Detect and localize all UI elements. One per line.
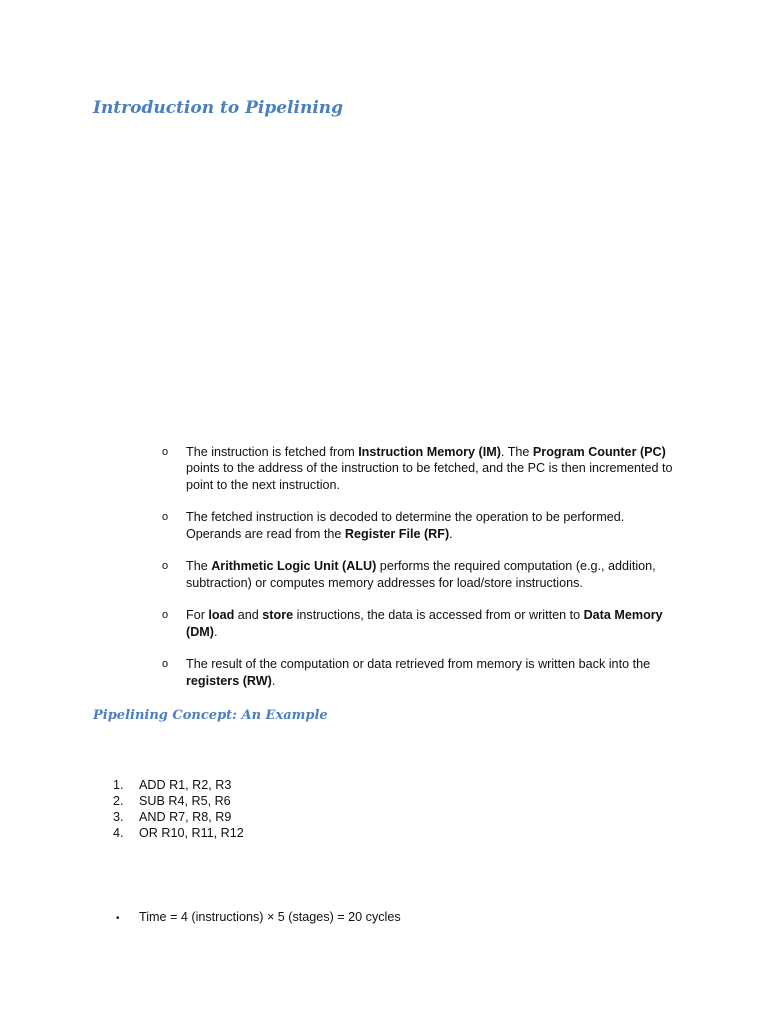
text-run: and — [234, 608, 263, 623]
text-run: For — [186, 608, 209, 623]
bold-term: Data Memory (DM) — [186, 608, 663, 639]
bold-term: Arithmetic Logic Unit (ALU) — [211, 559, 377, 574]
list-item — [160, 509, 680, 542]
circle-bullet-icon: o — [162, 511, 169, 524]
circle-bullet-icon: o — [162, 560, 169, 573]
circle-bullet-icon: o — [162, 446, 169, 458]
bold-term: Register File (RF) — [344, 526, 450, 541]
stage-text — [186, 559, 656, 589]
timing-list — [113, 909, 401, 927]
list-item — [160, 656, 680, 689]
bold-term: registers (RW) — [186, 673, 272, 688]
list-item — [113, 825, 244, 841]
stage-text — [186, 657, 650, 687]
instruction-text: SUB R4, R5, R6 — [139, 794, 231, 808]
text-run: . — [271, 673, 276, 688]
stage-text — [186, 608, 663, 638]
stage-list — [160, 444, 680, 689]
text-run: The result of the computation or data retrieved from memory is written back into the — [186, 657, 651, 672]
list-item — [113, 793, 244, 809]
timing-text: Time = 4 (instructions) × 5 (stages) = 20 cycles — [139, 910, 401, 924]
bold-term: Program Counter (PC) — [532, 445, 666, 459]
text-run: instructions, the data is accessed from or written to — [293, 608, 584, 623]
item-number: 3. — [113, 810, 124, 824]
bold-term: load — [208, 608, 235, 623]
text-run: points to the address of the instruction to be fetched, and the PC is then incremented to point to the next instruction. — [186, 461, 673, 492]
text-run: . The — [500, 445, 533, 459]
instruction-list — [113, 777, 244, 841]
text-run: . — [213, 624, 218, 639]
circle-bullet-icon: o — [162, 609, 169, 622]
list-item — [113, 777, 244, 793]
list-item — [160, 444, 680, 493]
text-run: performs the required computation (e.g., addition, subtraction) or computes memory addresses for load/store instructions. — [186, 559, 656, 590]
bold-term: store — [262, 608, 294, 623]
text-run: The instruction is fetched from — [186, 445, 359, 459]
stage-text — [186, 445, 673, 492]
list-item — [113, 809, 244, 825]
item-number: 2. — [113, 794, 124, 808]
text-run: The — [186, 559, 212, 574]
list-item — [160, 558, 680, 591]
list-item — [160, 607, 680, 640]
section-heading-example: Pipelining Concept: An Example — [93, 708, 328, 723]
text-run: . — [449, 526, 453, 541]
item-number: 1. — [113, 778, 124, 792]
item-number: 4. — [113, 826, 124, 840]
bold-term: Instruction Memory (IM) — [358, 445, 501, 459]
stage-text — [186, 510, 624, 540]
bullet-icon: • — [116, 913, 120, 924]
instruction-text: ADD R1, R2, R3 — [139, 778, 232, 792]
text-run: The fetched instruction is decoded to determine the operation to be performed. Operands are read from the — [186, 510, 625, 541]
list-item — [113, 909, 401, 927]
page-title: Introduction to Pipelining — [93, 98, 344, 118]
circle-bullet-icon: o — [162, 658, 169, 671]
instruction-text: OR R10, R11, R12 — [139, 826, 244, 840]
instruction-text: AND R7, R8, R9 — [139, 810, 232, 824]
